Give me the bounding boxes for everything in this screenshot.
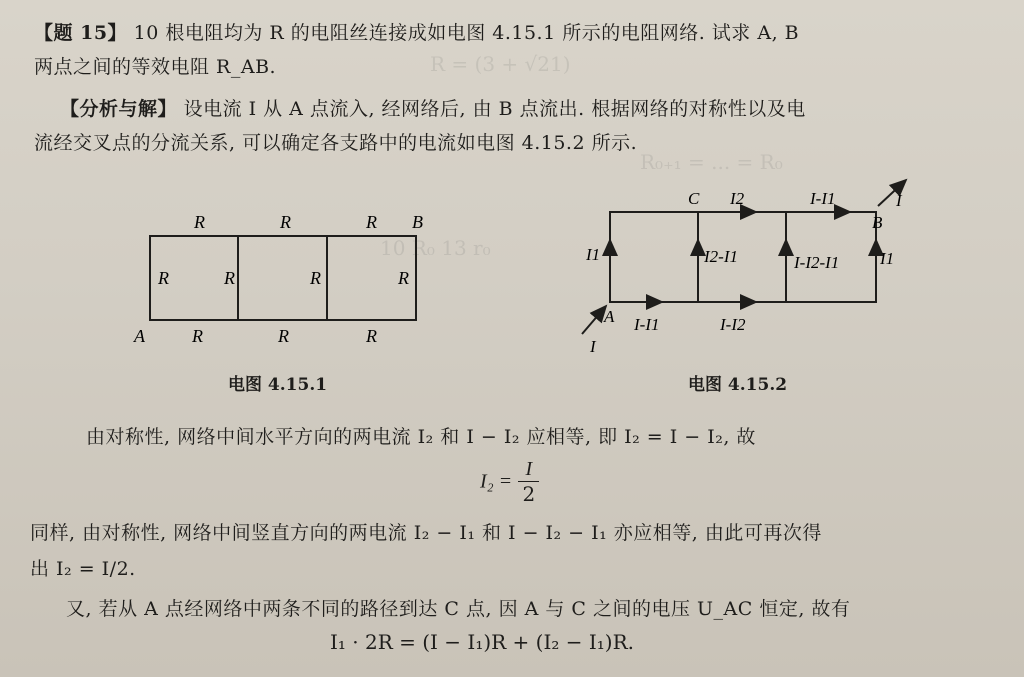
current-label-bottom-2: I-I2: [720, 315, 746, 334]
resistor-label-vertical-1: R: [158, 268, 169, 288]
analysis-text-1: 设电流 I 从 A 点流入, 经网络后, 由 B 点流出. 根据网络的对称性以及电: [183, 98, 806, 120]
paragraph-1: 由对称性, 网络中间水平方向的两电流 I₂ 和 I − I₂ 应相等, 即 I₂ = I − I₂, 故: [86, 426, 756, 448]
analysis-line-2: [34, 128, 637, 155]
paragraph-2-line-2: 出 I₂ = I/2.: [30, 558, 136, 580]
node-a-label: A: [134, 326, 145, 346]
resistor-label-bottom-3: R: [366, 326, 377, 346]
figure-4-15-1: [120, 200, 440, 360]
equation-1-numerator: I: [518, 458, 539, 482]
equation-1-lhs: I₂ =: [480, 470, 513, 493]
equation-2: I₁ · 2R = (I − I₁)R + (I₂ − I₁)R.: [330, 630, 635, 654]
node-a-label: A: [604, 307, 615, 326]
resistor-label-vertical-3: R: [310, 268, 321, 288]
current-out-label: I: [896, 191, 902, 210]
bleed-through-text: R₀₊₁ = ... = R₀: [640, 150, 783, 174]
current-label-vertical-3: I-I2-I1: [794, 253, 840, 272]
node-b-label: B: [872, 213, 883, 232]
bleed-through-text: 10 R₀ 13 r₀: [380, 236, 491, 260]
problem-tag: 【题 15】: [34, 22, 128, 44]
node-c-label: C: [688, 189, 700, 208]
current-label-vertical-2: I2-I1: [704, 247, 738, 266]
analysis-text-2: 流经交叉点的分流关系, 可以确定各支路中的电流如电图 4.15.2 所示.: [34, 132, 638, 154]
resistor-label-top-2: R: [280, 212, 291, 232]
node-b-label: B: [412, 212, 423, 232]
current-label-vertical-1: I1: [586, 245, 601, 264]
resistor-label-bottom-1: R: [192, 326, 203, 346]
figure-1-caption: 电图 4.15.1: [228, 375, 328, 395]
equation-1: [480, 458, 539, 506]
resistor-label-top-3: R: [366, 212, 377, 232]
current-label-top-1: I2: [730, 189, 745, 208]
equation-1-denominator: 2: [522, 482, 536, 506]
paragraph-3: 又, 若从 A 点经网络中两条不同的路径到达 C 点, 因 A 与 C 之间的电压 U_AC 恒定, 故有: [66, 598, 851, 620]
resistor-label-vertical-4: R: [398, 268, 409, 288]
current-label-top-2: I-I1: [810, 189, 836, 208]
bleed-through-text: R = (3 + √21): [430, 52, 571, 76]
problem-text-1: 10 根电阻均为 R 的电阻丝连接成如电图 4.15.1 所示的电阻网络. 试求 A, B: [133, 22, 800, 44]
problem-line-2: [34, 52, 276, 79]
analysis-tag: 【分析与解】: [60, 98, 178, 120]
resistor-label-vertical-2: R: [224, 268, 235, 288]
figure-2-caption: 电图 4.15.2: [688, 375, 788, 395]
resistor-label-bottom-2: R: [278, 326, 289, 346]
problem-text-2: 两点之间的等效电阻 R_AB.: [34, 56, 277, 78]
current-in-label: I: [590, 337, 596, 356]
figure-4-15-2: [560, 176, 920, 356]
current-label-vertical-4: I1: [880, 249, 895, 268]
analysis-line-1: [60, 94, 806, 121]
equation-1-fraction: [518, 458, 539, 506]
current-label-bottom-1: I-I1: [634, 315, 660, 334]
problem-line-1: [34, 18, 799, 45]
resistor-label-top-1: R: [194, 212, 205, 232]
paragraph-2-line-1: 同样, 由对称性, 网络中间竖直方向的两电流 I₂ − I₁ 和 I − I₂ − I₁ 亦应相等, 由此可再次得: [30, 522, 822, 544]
